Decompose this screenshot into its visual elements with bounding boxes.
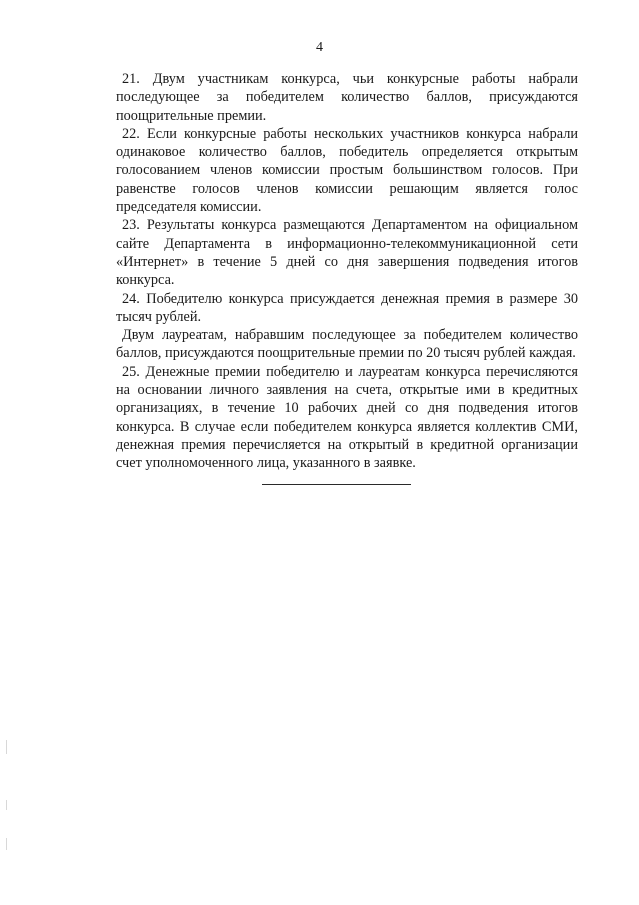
paragraph-22: 22. Если конкурсные работы нескольких участников конкурса набрали одинаковое количество баллов, победитель определяется открытым голосованием членов комиссии простым большинством голосов. При равенстве голосов членов комиссии решающим является голос председателя комиссии.: [116, 125, 578, 216]
paragraph-23: 23. Результаты конкурса размещаются Департаментом на официальном сайте Департамента в информационно-телекоммуникационной сети «Интернет» в течение 5 дней со дня завершения подведения итогов конкурса.: [116, 217, 578, 289]
document-body: [116, 70, 578, 473]
paragraph-21: 21. Двум участникам конкурса, чьи конкурсные работы набрали последующее за победителем количество баллов, присуждаются поощрительные премии.: [116, 71, 578, 124]
end-divider-line: [262, 484, 411, 485]
scan-artifact: [6, 740, 7, 754]
scan-artifact: [6, 838, 7, 850]
paragraph-25: 25. Денежные премии победителю и лауреатам конкурса перечисляются на основании личного заявления на счета, открытые ими в кредитных организациях, в течение 10 рабочих дней со дня подведения итогов конкурса. В случае если победителем конкурса является коллектив СМИ, денежная премия перечисляется на открытый в кредитной организации счет уполномоченного лица, указанного в заявке.: [116, 363, 578, 472]
page-number: 4: [316, 40, 323, 55]
paragraph-24-laureates: Двум лауреатам, набравшим последующее за победителем количество баллов, присуждаются поощрительные премии по 20 тысяч рублей каждая.: [116, 327, 578, 362]
scan-artifact: [6, 800, 7, 810]
paragraph-24: 24. Победителю конкурса присуждается денежная премия в размере 30 тысяч рублей.: [116, 290, 578, 325]
